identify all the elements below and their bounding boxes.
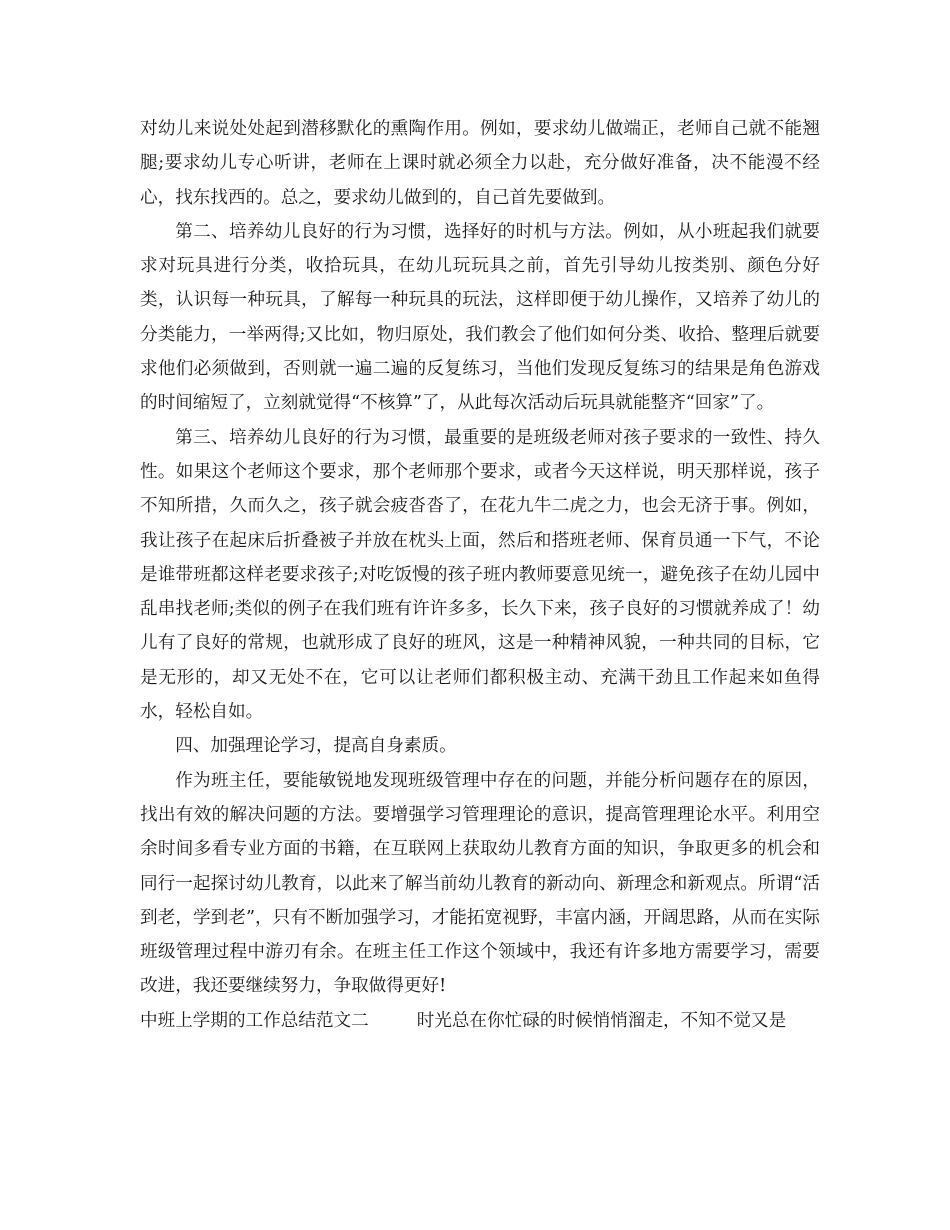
paragraph-3: 第三、培养幼儿良好的行为习惯，最重要的是班级老师对孩子要求的一致性、持久性。如果这个老师这个要求，那个老师那个要求，或者今天这样说，明天那样说，孩子不知所措，久而久之，孩子就会疲沓沓了，在花九牛二虎之力，也会无济于事。例如，我让孩子在起床后折叠被子并放在枕头上面，然后和搭班老师、保育员通一下气，不论是谁带班都这样老要求孩子;对吃饭慢的孩子班内教师要意见统一，避免孩子在幼儿园中乱串找老师;类似的例子在我们班有许许多多，长久下来，孩子良好的习惯就养成了！幼儿有了良好的常规，也就形成了良好的班风，这是一种精神风貌，一种共同的目标，它是无形的，却又无处不在，它可以让老师们都积极主动、充满干劲且工作起来如鱼得水，轻松自如。 (140, 427, 820, 723)
next-article-opening: 时光总在你忙碌的时候悄悄溜走，不知不觉又是 (416, 1010, 787, 1031)
next-article-title: 中班上学期的工作总结范文二 (140, 1010, 369, 1031)
paragraph-4: 作为班主任，要能敏锐地发现班级管理中存在的问题，并能分析问题存在的原因，找出有效的解决问题的方法。要增强学习管理理论的意识，提高管理理论水平。利用空余时间多看专业方面的书籍，在互联网上获取幼儿教育方面的知识，争取更多的机会和同行一起探讨幼儿教育，以此来了解当前幼儿教育的新动向、新理念和新观点。所谓“活到老，学到老”，只有不断加强学习，才能拓宽视野，丰富内涵，开阔思路，从而在实际班级管理过程中游刃有余。在班主任工作这个领域中，我还有许多地方需要学习，需要改进，我还要继续努力，争取做得更好! (140, 770, 820, 997)
paragraph-1: 对幼儿来说处处起到潜移默化的熏陶作用。例如，要求幼儿做端正，老师自己就不能翘腿;要求幼儿专心听讲，老师在上课时就必须全力以赴，充分做好准备，决不能漫不经心，找东找西的。总之，要求幼儿做到的，自己首先要做到。 (140, 119, 820, 208)
document-body (140, 112, 820, 1038)
closing-line (140, 1004, 820, 1038)
section-heading: 四、加强理论学习，提高自身素质。 (175, 736, 457, 757)
paragraph-2: 第二、培养幼儿良好的行为习惯，选择好的时机与方法。例如，从小班起我们就要求对玩具进行分类，收拾玩具，在幼儿玩玩具之前，首先引导幼儿按类别、颜色分好类，认识每一种玩具，了解每一种玩具的玩法，这样即便于幼儿操作，又培养了幼儿的分类能力，一举两得;又比如，物归原处，我们教会了他们如何分类、收拾、整理后就要求他们必须做到，否则就一遍二遍的反复练习，当他们发现反复练习的结果是角色游戏的时间缩短了，立刻就觉得“不核算”了，从此每次活动后玩具就能整齐“回家”了。 (140, 221, 820, 414)
